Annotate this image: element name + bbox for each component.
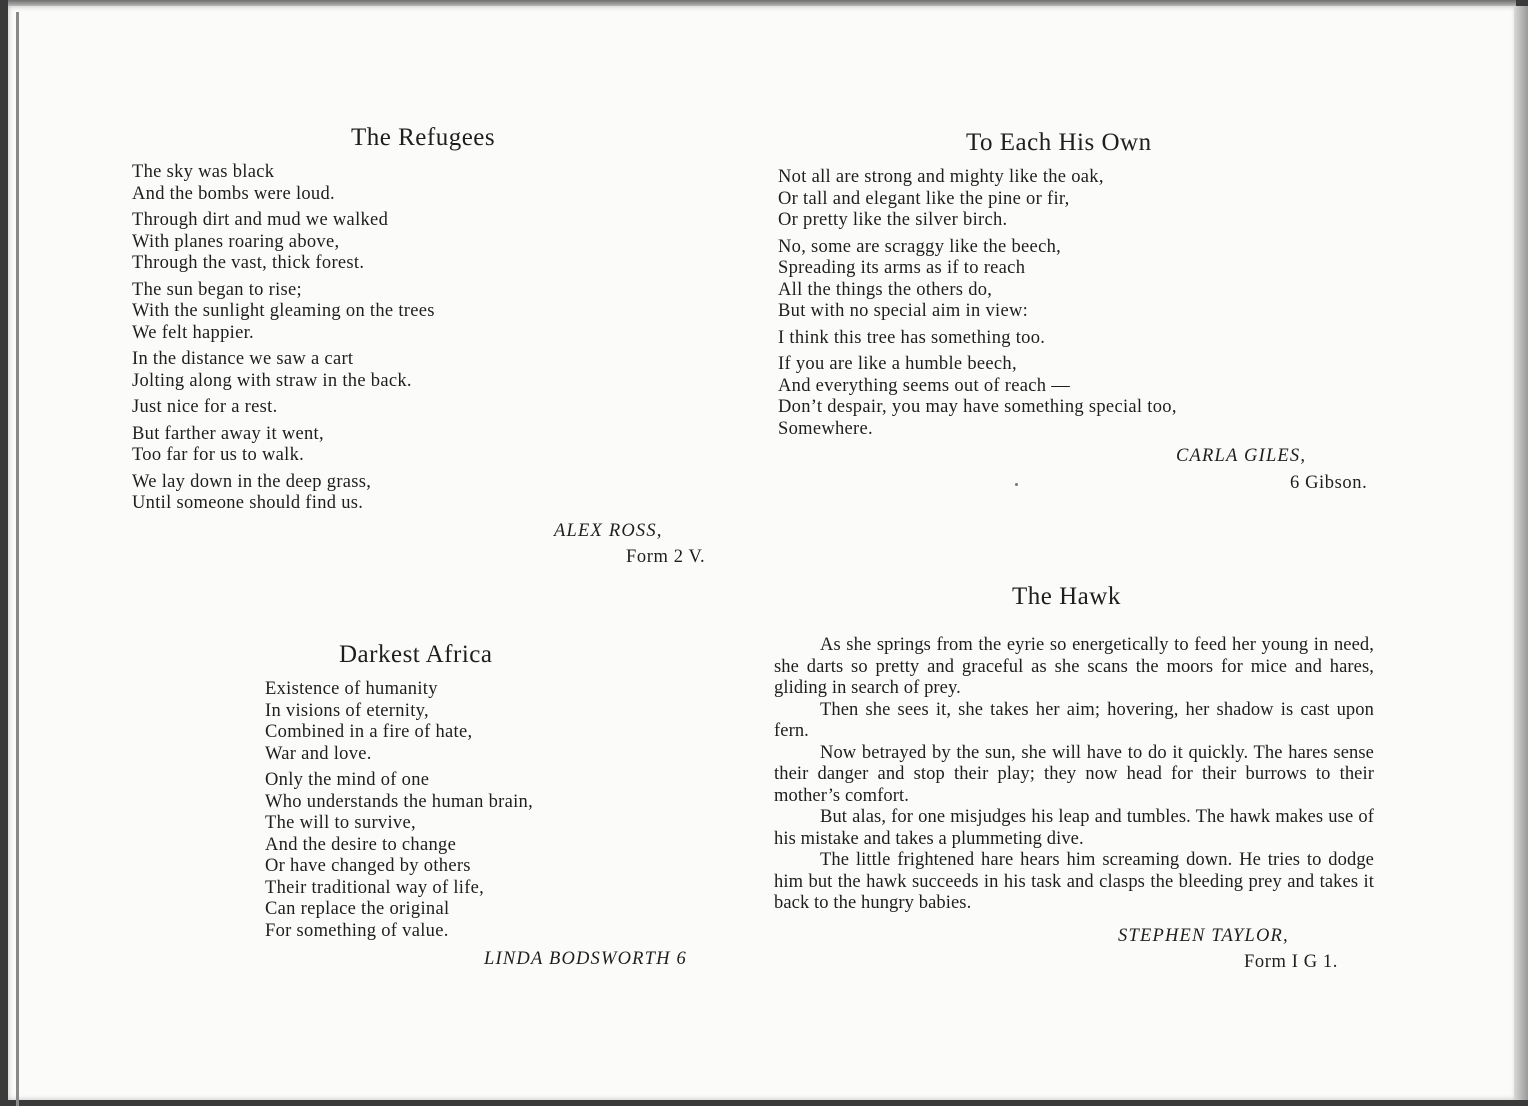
poem-author: STEPHEN TAYLOR,	[1118, 926, 1289, 946]
poem-line: Jolting along with straw in the back.	[132, 370, 412, 391]
stanza	[265, 679, 533, 765]
poem-author: LINDA BODSWORTH 6	[484, 949, 688, 969]
stanza	[132, 280, 435, 345]
stanza	[132, 210, 435, 275]
author-form: Form I G 1.	[1244, 952, 1338, 972]
poem-line: And the desire to change	[265, 834, 457, 855]
poem-line: Combined in a fire of hate,	[265, 722, 473, 742]
poem-body	[778, 167, 1177, 445]
poem-line: Can replace the original	[265, 899, 450, 919]
poem-line: Existence of humanity	[265, 679, 438, 699]
stanza	[778, 237, 1177, 323]
poem-line: But farther away it went,	[132, 423, 324, 444]
poem-title: The Refugees	[351, 124, 496, 151]
poem-line: Too far for us to walk.	[132, 445, 305, 465]
poem-line: For something of value.	[265, 920, 449, 941]
poem-line: Until someone should find us.	[132, 493, 364, 513]
stanza	[132, 349, 435, 392]
poem-line: Their traditional way of life,	[265, 877, 485, 898]
poem-title: Darkest Africa	[339, 641, 493, 668]
poem-line: The sky was black	[132, 162, 275, 182]
poem-line: In visions of eternity,	[265, 700, 429, 721]
page-right-edge	[1514, 6, 1528, 1100]
stanza	[132, 397, 435, 419]
stanza	[265, 770, 533, 942]
poem-line: If you are like a humble beech,	[778, 354, 1017, 374]
poem-line: Don’t despair, you may have something special too,	[778, 397, 1177, 417]
poem-body	[132, 162, 435, 520]
stanza	[778, 167, 1177, 232]
paragraph: But alas, for one misjudges his leap and tumbles. The hawk makes use of his mistake and takes a plummeting dive.	[774, 807, 1374, 849]
poem-line: With the sunlight gleaming on the trees	[132, 301, 435, 321]
stanza	[778, 354, 1177, 440]
author-form: Form 2 V.	[626, 547, 706, 567]
poem-line: Who understands the human brain,	[265, 791, 534, 812]
stanza	[778, 328, 1177, 350]
paragraph: Then she sees it, she takes her aim; hovering, her shadow is cast upon fern.	[774, 699, 1374, 741]
poem-author: CARLA GILES,	[1176, 446, 1307, 466]
poem-line: Through the vast, thick forest.	[132, 253, 365, 273]
poem-line: Only the mind of one	[265, 770, 430, 790]
poem-line: No, some are scraggy like the beech,	[778, 236, 1062, 257]
stanza	[132, 424, 435, 467]
stanza	[132, 472, 435, 515]
poem-line: Somewhere.	[778, 418, 873, 439]
prose-body	[774, 635, 1374, 915]
poem-line: The sun began to rise;	[132, 279, 302, 300]
poem-body	[265, 679, 533, 947]
poem-line: Spreading its arms as if to reach	[778, 258, 1026, 278]
paper-speck	[1015, 483, 1018, 486]
poem-line: Or tall and elegant like the pine or fir,	[778, 188, 1070, 209]
poem-line: We lay down in the deep grass,	[132, 471, 372, 492]
stanza	[132, 162, 435, 205]
poem-line: War and love.	[265, 743, 372, 764]
poem-line: Through dirt and mud we walked	[132, 210, 389, 230]
poem-line: We felt happier.	[132, 322, 254, 343]
poem-line: And everything seems out of reach —	[778, 375, 1071, 396]
paragraph: Now betrayed by the sun, she will have to do it quickly. The hares sense their danger and stop their play; they now head for their burrows to their mother’s comfort.	[774, 742, 1374, 806]
binding-edge	[16, 12, 19, 1106]
poem-line: In the distance we saw a cart	[132, 349, 354, 369]
poem-author: ALEX ROSS,	[554, 521, 663, 541]
poem-line: With planes roaring above,	[132, 231, 340, 252]
book-page	[8, 6, 1516, 1100]
poem-line: And the bombs were loud.	[132, 183, 335, 204]
poem-line: Just nice for a rest.	[132, 397, 278, 417]
poem-line: All the things the others do,	[778, 279, 993, 300]
poem-line: Not all are strong and mighty like the oak,	[778, 167, 1104, 187]
paragraph: The little frightened hare hears him screaming down. He tries to dodge him but the hawk succeeds in his task and clasps the bleeding prey and takes it back to the hungry babies.	[774, 850, 1374, 913]
author-form: 6 Gibson.	[1290, 473, 1368, 493]
poem-line: Or have changed by others	[265, 856, 471, 876]
poem-title: The Hawk	[1012, 583, 1121, 610]
poem-line: The will to survive,	[265, 813, 416, 833]
poem-line: Or pretty like the silver birch.	[778, 210, 1008, 230]
paragraph: As she springs from the eyrie so energetically to feed her young in need, she darts so pretty and graceful as she scans the moors for mice and hares, gliding in search of prey.	[774, 635, 1374, 698]
poem-line: But with no special aim in view:	[778, 301, 1029, 321]
poem-title: To Each His Own	[966, 129, 1152, 156]
poem-line: I think this tree has something too.	[778, 327, 1046, 348]
